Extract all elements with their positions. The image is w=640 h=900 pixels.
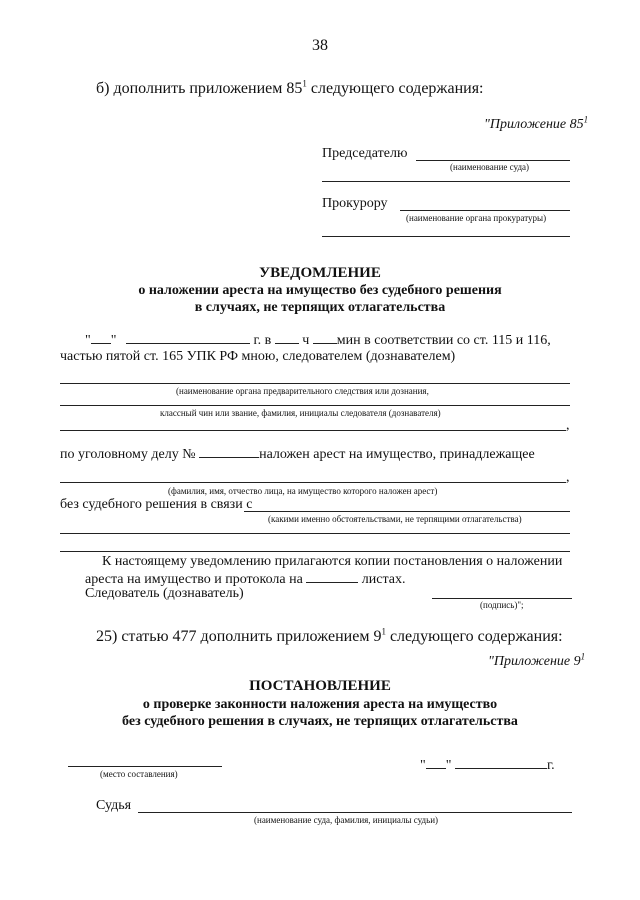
judge-label: Судья bbox=[96, 798, 132, 813]
case-number-blank bbox=[199, 445, 259, 458]
notice-line-2: частью пятой ст. 165 УПК РФ мною, следователем (дознавателем) bbox=[60, 349, 456, 364]
case-tail: наложен арест на имущество, принадлежащее bbox=[259, 447, 535, 462]
circumstances-line-3 bbox=[60, 551, 570, 552]
signature-hint: (подпись)"; bbox=[480, 600, 524, 610]
date-minutes-tail: мин в соответствии со ст. 115 и 116, bbox=[336, 333, 551, 348]
item-b-text bbox=[96, 80, 484, 98]
comma-1: , bbox=[566, 418, 570, 433]
prosecutor-label: Прокурору bbox=[322, 196, 388, 211]
comma-2: , bbox=[566, 470, 570, 485]
sheets-blank bbox=[306, 570, 358, 583]
item-b-tail: следующего содержания: bbox=[306, 80, 484, 97]
res-date-year-suffix: г. bbox=[546, 758, 555, 773]
rank-line bbox=[60, 405, 570, 406]
item-25-main: 25) статью 477 дополнить приложением 9 bbox=[96, 628, 382, 645]
attach-prefix: ареста на имущество и протокола на bbox=[85, 572, 303, 587]
resolution-subtitle-1: о проверке законности наложения ареста на имущество bbox=[142, 697, 498, 712]
rank-line-2 bbox=[60, 430, 566, 431]
item-b-main: б) дополнить приложением 85 bbox=[96, 80, 303, 97]
res-date-month-blank bbox=[455, 756, 547, 769]
no-court-prefix: без судебного решения в связи с bbox=[60, 497, 253, 512]
notice-subtitle-2: в случаях, не терпящих отлагательства bbox=[194, 300, 446, 315]
judge-line bbox=[138, 812, 572, 813]
date-month-blank bbox=[126, 331, 250, 344]
case-prefix: по уголовному делу № bbox=[60, 447, 196, 462]
item-25-sup: 1 bbox=[381, 626, 386, 637]
prosecutor-hint: (наименование органа прокуратуры) bbox=[406, 213, 547, 223]
chairman-label: Председателю bbox=[322, 146, 408, 161]
item-25-text bbox=[96, 628, 563, 646]
appendix-85-text: "Приложение 85 bbox=[484, 117, 584, 132]
item-25-tail: следующего содержания: bbox=[385, 628, 563, 645]
attach-tail: листах. bbox=[361, 572, 406, 587]
res-date-quote-close: " bbox=[445, 758, 452, 773]
owner-line bbox=[60, 482, 566, 483]
hint-owner: (фамилия, имя, отчество лица, на имущество которого наложен арест) bbox=[168, 486, 438, 496]
date-year-suffix: г. в bbox=[253, 333, 272, 348]
item-b-sup: 1 bbox=[302, 78, 307, 89]
date-quote-close: " bbox=[110, 333, 117, 348]
page-number: 38 bbox=[312, 37, 328, 54]
appendix-9-sup: 1 bbox=[580, 651, 586, 662]
date-hour-blank bbox=[275, 331, 299, 344]
res-date-day-blank bbox=[426, 756, 446, 769]
prosecutor-line bbox=[400, 210, 570, 211]
chairman-hint: (наименование суда) bbox=[450, 162, 530, 172]
notice-subtitle-1: о наложении ареста на имущество без судебного решения bbox=[138, 283, 502, 298]
circumstances-line-2 bbox=[60, 533, 570, 534]
chairman-line bbox=[416, 160, 570, 161]
date-quote-open: " bbox=[85, 333, 91, 348]
hint-circumstances: (какими именно обстоятельствами, не терпящими отлагательства) bbox=[268, 514, 522, 524]
date-day-blank bbox=[91, 331, 111, 344]
signature-line bbox=[432, 598, 572, 599]
resolution-date-line bbox=[420, 756, 555, 774]
case-line bbox=[60, 445, 535, 463]
judge-hint: (наименование суда, фамилия, инициалы судьи) bbox=[254, 815, 439, 825]
notice-title: УВЕДОМЛЕНИЕ bbox=[259, 265, 381, 281]
place-hint: (место составления) bbox=[100, 769, 178, 779]
appendix-9-text: "Приложение 9 bbox=[488, 654, 581, 669]
hint-rank: классный чин или звание, фамилия, инициалы следователя (дознавателя) bbox=[160, 408, 441, 418]
resolution-subtitle-2: без судебного решения в случаях, не терпящих отлагательства bbox=[122, 714, 518, 729]
hint-organ: (наименование органа предварительного следствия или дознания, bbox=[176, 386, 429, 396]
date-minute-blank bbox=[313, 331, 337, 344]
res-date-quote-open: " bbox=[420, 758, 426, 773]
appendix-9-label bbox=[488, 651, 586, 670]
circumstances-line bbox=[244, 511, 570, 512]
date-hour-suffix: ч bbox=[302, 333, 310, 348]
prosecutor-line-2 bbox=[322, 236, 570, 237]
chairman-line-2 bbox=[322, 181, 570, 182]
appendix-85-label bbox=[484, 114, 589, 133]
investigator-label: Следователь (дознаватель) bbox=[85, 586, 244, 601]
resolution-title: ПОСТАНОВЛЕНИЕ bbox=[249, 678, 391, 694]
appendix-85-sup: 1 bbox=[583, 114, 589, 125]
attach-line-1: К настоящему уведомлению прилагаются копии постановления о наложении bbox=[102, 554, 563, 569]
notice-date-line bbox=[85, 331, 551, 349]
organ-line bbox=[60, 383, 570, 384]
place-line bbox=[68, 766, 222, 767]
